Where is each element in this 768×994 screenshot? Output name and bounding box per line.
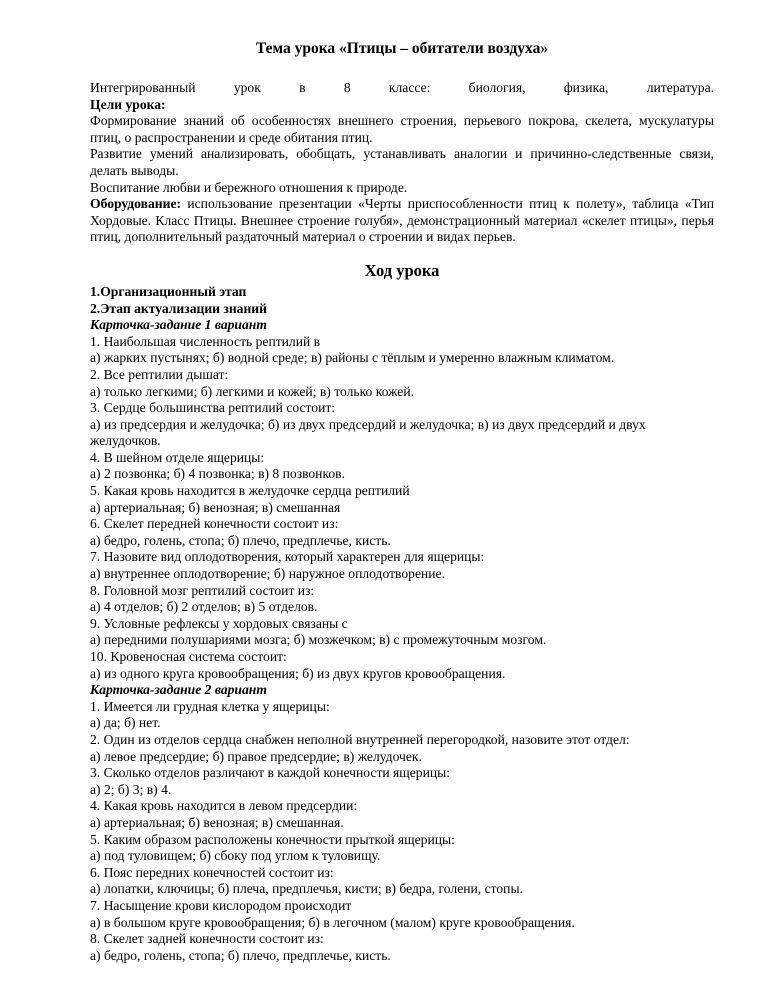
equipment-label: Оборудование: [90,196,182,212]
intro-line: Интегрированный урок в 8 классе: биология, физика, литература. [90,80,714,95]
question-line: а) бедро, голень, стопа; б) плечо, предплечье, кисть. [90,532,391,548]
question-line: 7. Назовите вид оплодотворения, который характерен для ящерицы: [90,549,485,565]
goal-paragraph: Формирование знаний об особенностях внешнего строения, перьевого покрова, скелета, мускулатуры птиц, о распространении и среде обитания птиц. [90,113,714,145]
question-line: а) только легкими; б) легкими и кожей; в) только кожей. [90,383,414,399]
equipment-paragraph [90,196,714,246]
question-line: а) жарких пустынях; б) водной среде; в) районы с тёплым и умеренно влажным климатом. [90,350,615,366]
question-line: 6. Скелет передней конечности состоит из: [90,516,339,532]
equipment-text: использование презентации «Черты приспособленности птиц к полету», таблица «Тип Хордовые. Класс Птицы. Внешнее строение голубя», демонстрационный материал «скелет птицы», перья птиц, дополнительный раздаточный материал о строении и видах перьев. [90,196,714,245]
card1-questions [90,334,714,682]
question-line: 8. Скелет задней конечности состоит из: [90,931,324,947]
goals-heading: Цели урока: [90,96,166,112]
question-line: а) под туловищем; б) сбоку под углом к туловищу. [90,848,381,864]
goal-paragraph: Развитие умений анализировать, обобщать, устанавливать аналогии и причинно-следственные связи, делать выводы. [90,146,714,178]
stage-heading: 1.Организационный этап [90,283,247,299]
question-line: а) 2 позвонка; б) 4 позвонка; в) 8 позвонков. [90,466,345,482]
question-line: а) да; б) нет. [90,715,161,731]
card2-questions [90,699,714,965]
document-page [90,40,714,964]
question-line: 8. Головной мозг рептилий состоит из: [90,582,315,598]
question-line: 1. Наибольшая численность рептилий в [90,333,321,349]
question-line: а) бедро, голень, стопа; б) плечо, предплечье, кисть. [90,947,391,963]
question-line: а) в большом круге кровообращения; б) в легочном (малом) круге кровообращения. [90,914,575,930]
question-line: а) 4 отделов; б) 2 отделов; в) 5 отделов. [90,599,318,615]
question-line: 3. Сколько отделов различают в каждой конечности ящерицы: [90,765,451,781]
question-line: 1. Имеется ли грудная клетка у ящерицы: [90,698,330,714]
question-line: 6. Пояс передних конечностей состоит из: [90,864,334,880]
question-line: а) из предсердия и желудочка; б) из двух предсердий и желудочка; в) из двух предсердий и двух желудочков. [90,416,646,449]
question-line: а) из одного круга кровообращения; б) из двух кругов кровообращения. [90,665,506,681]
question-line: 7. Насыщение крови кислородом происходит [90,897,352,913]
question-line: 4. Какая кровь находится в левом предсердии: [90,798,358,814]
card1-title: Карточка-задание 1 вариант [90,317,267,333]
question-line: 5. Какая кровь находится в желудочке сердца рептилий [90,483,410,499]
question-line: а) левое предсердие; б) правое предсердие; в) желудочек. [90,748,422,764]
question-line: 3. Сердце большинства рептилий состоит: [90,400,336,416]
question-line: 2. Все рептилии дышат: [90,366,229,382]
question-line: 10. Кровеносная система состоит: [90,649,287,664]
question-line: а) 2; б) 3; в) 4. [90,781,172,797]
question-line: а) внутреннее оплодотворение; б) наружное оплодотворение. [90,566,445,582]
question-line: а) артериальная; б) венозная; в) смешанная [90,499,341,515]
question-line: 4. В шейном отделе ящерицы: [90,449,265,465]
lesson-heading: Ход урока [364,260,440,280]
question-line: а) лопатки, ключицы; б) плеча, предплечья, кисти; в) бедра, голени, стопы. [90,881,523,897]
question-line: 5. Каким образом расположены конечности прыткой ящерицы: [90,831,455,847]
stage-heading: 2.Этап актуализации знаний [90,300,267,316]
document-title: Тема урока «Птицы – обитатели воздуха» [255,40,549,57]
question-line: а) передними полушариями мозга; б) мозжечком; в) с промежуточным мозгом. [90,632,547,648]
card2-title: Карточка-задание 2 вариант [90,682,267,698]
goal-paragraph: Воспитание любви и бережного отношения к природе. [90,179,408,195]
question-line: 2. Один из отделов сердца снабжен неполной внутренней перегородкой, назовите этот отдел: [90,731,630,747]
intro-section [90,80,714,246]
question-line: а) артериальная; б) венозная; в) смешанная. [90,814,344,830]
question-line: 9. Условные рефлексы у хордовых связаны с [90,615,348,631]
